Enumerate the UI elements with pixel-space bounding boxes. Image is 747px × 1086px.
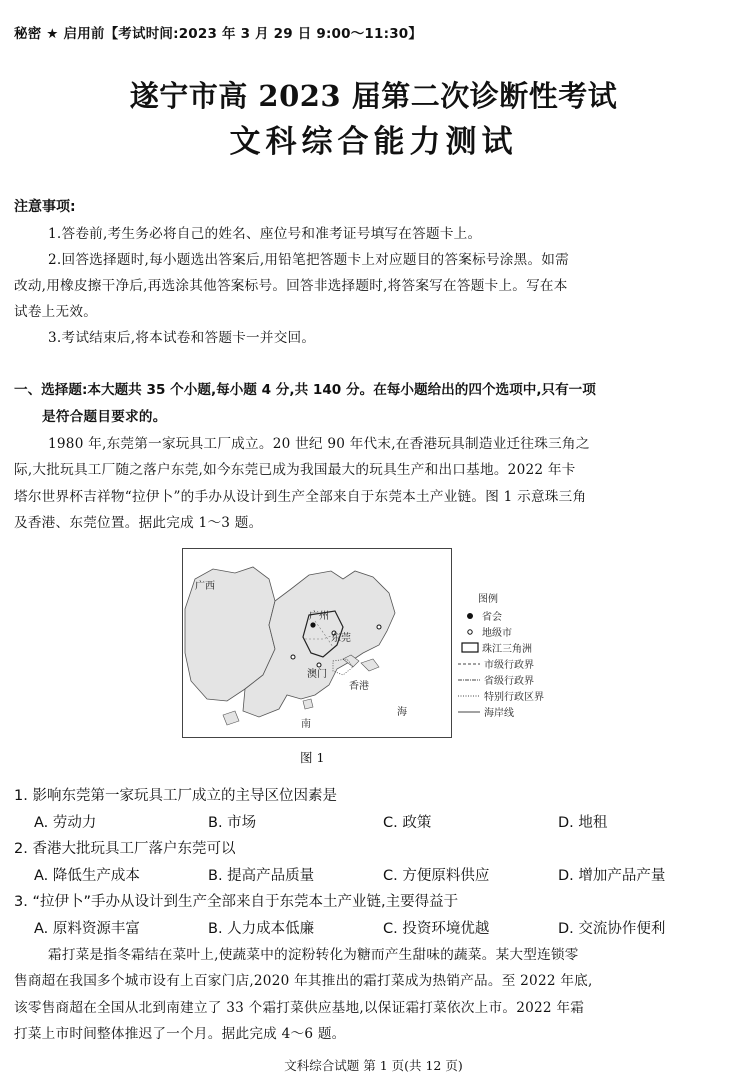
label-aomen: 澳门 [307, 669, 327, 680]
label-guangxi: 广西 [195, 581, 215, 592]
passage-line: 打菜上市时间整体推迟了一个月。据此完成 4～6 题。 [14, 1026, 346, 1042]
city-marker [377, 625, 381, 629]
legend-item: 珠江三角洲 [482, 644, 532, 655]
pearl-river-delta-map [182, 548, 452, 738]
note-line: 改动,用橡皮擦干净后,再选涂其他答案标号。回答非选择题时,将答案写在答题卡上。写在本 [14, 278, 568, 294]
question-stem: 3. “拉伊卜”手办从设计到生产全部来自于东莞本土产业链,主要得益于 [14, 894, 459, 910]
option-c[interactable]: C. 投资环境优越 [383, 921, 490, 937]
passage-line: 1980 年,东莞第一家玩具工厂成立。20 世纪 90 年代末,在香港玩具制造业迁往珠三角之 [48, 436, 590, 452]
legend-item: 海岸线 [484, 708, 514, 719]
passage-line: 际,大批玩具工厂随之落户东莞,如今东莞已成为我国最大的玩具生产和出口基地。2022 年卡 [14, 462, 576, 478]
legend-item: 特别行政区界 [484, 692, 544, 703]
passage-line: 售商超在我国多个城市设有上百家门店,2020 年其推出的霜打菜成为热销产品。至 2022 年底, [14, 973, 593, 989]
guangzhou-marker [310, 622, 315, 627]
island [223, 711, 239, 725]
option-b[interactable]: B. 人力成本低廉 [208, 921, 315, 937]
capital-symbol [467, 613, 473, 619]
page-footer: 文科综合试题 第 1 页(共 12 页) [284, 1058, 463, 1073]
option-d[interactable]: D. 交流协作便利 [558, 921, 666, 937]
section-heading-cont: 是符合题目要求的。 [42, 409, 167, 425]
question-stem: 1. 影响东莞第一家玩具工厂成立的主导区位因素是 [14, 788, 337, 804]
island [361, 659, 379, 671]
exam-subtitle: 文科综合能力测试 [229, 124, 518, 160]
label-guangzhou: 广州 [309, 611, 329, 622]
note-line: 2.回答选择题时,每小题选出答案后,用铅笔把答题卡上对应题目的答案标号涂黑。如需 [48, 252, 569, 268]
passage-line: 塔尔世界杯吉祥物“拉伊卜”的手办从设计到生产全部来自于东莞本土产业链。图 1 示意珠三角 [14, 489, 587, 505]
option-b[interactable]: B. 市场 [208, 815, 257, 831]
island [303, 699, 313, 709]
exam-title: 遂宁市高 2023 届第二次诊断性考试 [129, 79, 618, 113]
question-stem: 2. 香港大批玩具工厂落户东莞可以 [14, 841, 236, 857]
option-a[interactable]: A. 降低生产成本 [34, 868, 140, 884]
map-graphic [183, 549, 451, 737]
option-c[interactable]: C. 方便原料供应 [383, 868, 490, 884]
option-d[interactable]: D. 增加产品产量 [558, 868, 666, 884]
note-line: 1.答卷前,考生务必将自己的姓名、座位号和准考证号填写在答题卡上。 [48, 226, 482, 242]
legend-item: 省会 [482, 612, 502, 623]
option-c[interactable]: C. 政策 [383, 815, 432, 831]
option-d[interactable]: D. 地租 [558, 815, 608, 831]
legend-item: 地级市 [482, 628, 512, 639]
legend-title: 图例 [478, 594, 498, 605]
option-b[interactable]: B. 提高产品质量 [208, 868, 315, 884]
note-line: 试卷上无效。 [14, 304, 98, 320]
notes-heading: 注意事项: [14, 199, 76, 215]
passage-line: 霜打菜是指冬霜结在菜叶上,使蔬菜中的淀粉转化为糖而产生甜味的蔬菜。某大型连锁零 [48, 947, 579, 963]
city-symbol [468, 630, 472, 634]
passage-line: 及香港、东莞位置。据此完成 1～3 题。 [14, 515, 263, 531]
map-legend [454, 590, 584, 720]
section-heading: 一、选择题:本大题共 35 个小题,每小题 4 分,共 140 分。在每小题给出的四个选项中,只有一项 [14, 382, 596, 398]
label-xianggang: 香港 [349, 681, 369, 692]
option-a[interactable]: A. 原料资源丰富 [34, 921, 140, 937]
exam-time-header: 秘密 ★ 启用前【考试时间:2023 年 3 月 29 日 9:00～11:30】 [14, 26, 423, 42]
label-dongguan: 东莞 [331, 633, 351, 644]
label-sea: 海 [397, 707, 407, 718]
city-marker [291, 655, 295, 659]
legend-item: 市级行政界 [484, 660, 534, 671]
aomen-marker [317, 663, 321, 667]
label-south: 南 [301, 719, 311, 730]
option-a[interactable]: A. 劳动力 [34, 815, 97, 831]
delta-symbol [462, 643, 478, 652]
legend-item: 省级行政界 [484, 676, 534, 687]
note-line: 3.考试结束后,将本试卷和答题卡一并交回。 [48, 330, 316, 346]
passage-line: 该零售商超在全国从北到南建立了 33 个霜打菜供应基地,以保证霜打菜依次上市。2022 年霜 [14, 1000, 585, 1016]
figure-caption: 图 1 [300, 750, 325, 765]
